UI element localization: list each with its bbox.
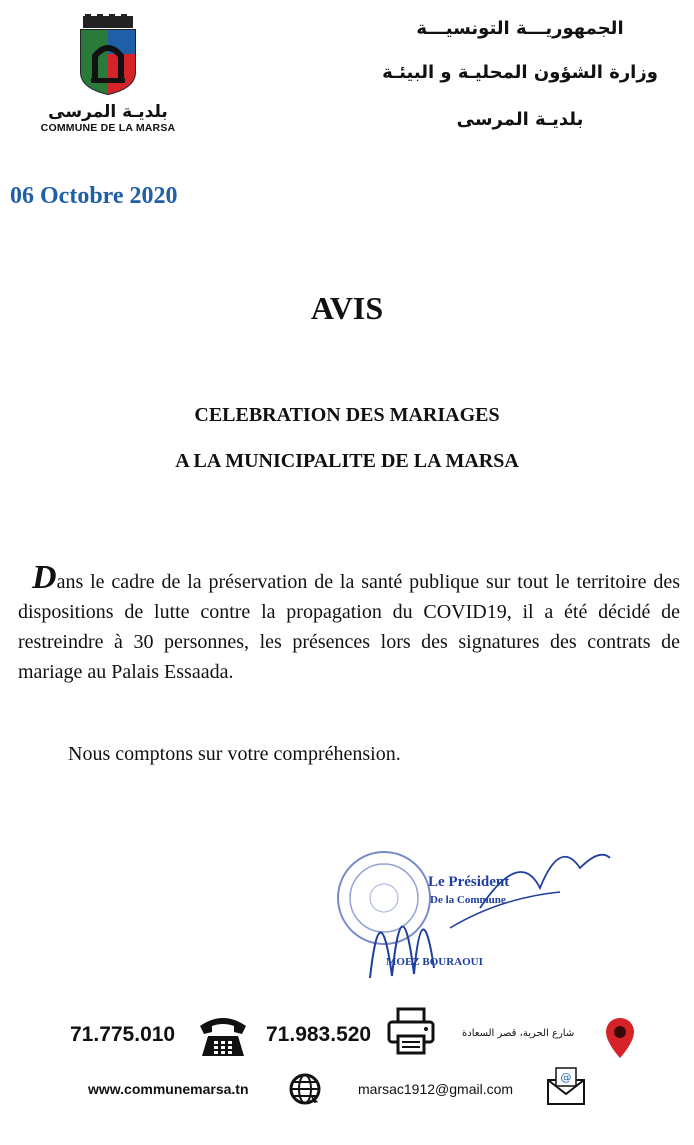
subtitle-line-1: CELEBRATION DES MARIAGES bbox=[194, 404, 500, 426]
signatory-name: MOEZ BOURAOUI bbox=[386, 956, 483, 968]
svg-text:@: @ bbox=[560, 1071, 572, 1084]
document-date: 06 Octobre 2020 bbox=[10, 183, 178, 209]
phone-number-1: 71.775.010 bbox=[70, 1023, 176, 1046]
letterhead-republic: الجمهوريـــة التونسيـــة bbox=[416, 18, 624, 39]
body-paragraph bbox=[18, 559, 680, 687]
municipality-logo bbox=[28, 14, 188, 134]
body-paragraph-text: ans le cadre de la préservation de la santé publique sur tout le territoire des dispositions de lutte contre la propagation du COVID19, il a été décidé de restreindre à 30 personnes, les présences lors des signatures des contrats de mariage au Palais Essaada. bbox=[18, 571, 680, 683]
logo-french-name: COMMUNE DE LA MARSA bbox=[40, 122, 176, 134]
phone-number-2: 71.983.520 bbox=[266, 1023, 372, 1046]
logo-arabic-name: بلديـة المرسى bbox=[48, 102, 168, 122]
signatory-title: Le Président bbox=[428, 874, 510, 890]
dropcap-letter: D bbox=[32, 559, 57, 596]
crest-icon bbox=[73, 14, 143, 96]
subtitle-line-2: A LA MUNICIPALITE DE LA MARSA bbox=[175, 450, 519, 472]
signatory-subtitle: De la Commune bbox=[430, 894, 506, 906]
page-title: AVIS bbox=[310, 290, 384, 326]
email-link[interactable]: marsac1912@gmail.com bbox=[358, 1081, 514, 1097]
location-pin-icon bbox=[603, 1016, 637, 1060]
address-arabic: شارع الحرية، قصر السعادة bbox=[462, 1028, 575, 1039]
arabic-letterhead bbox=[360, 16, 680, 131]
closing-sentence: Nous comptons sur votre compréhension. bbox=[68, 743, 401, 765]
website-link[interactable]: www.communemarsa.tn bbox=[88, 1081, 249, 1097]
telephone-icon bbox=[196, 1012, 250, 1058]
mail-icon bbox=[545, 1066, 587, 1106]
letterhead-municipality: بلديـة المرسى bbox=[456, 109, 584, 131]
letterhead-ministry: وزارة الشؤون المحليـة و البيئـة bbox=[382, 61, 658, 83]
signature-block bbox=[330, 828, 630, 988]
globe-icon bbox=[288, 1072, 322, 1106]
fax-icon bbox=[386, 1006, 436, 1056]
